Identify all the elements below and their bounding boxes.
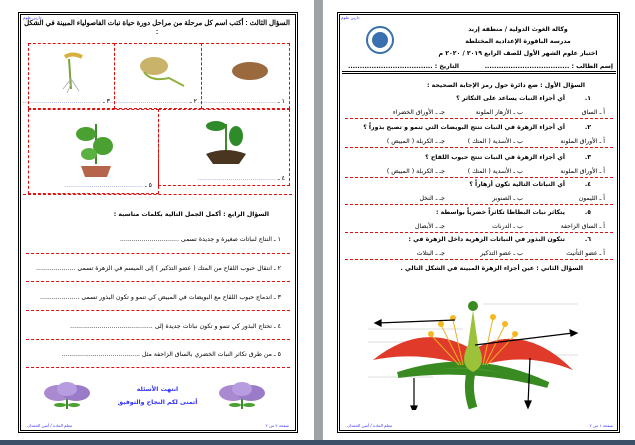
answer-option[interactable]: ب ـ الدرنات [492,223,523,230]
question-number: ٤. [584,181,591,188]
answer-option[interactable]: أ ـ الساق [581,109,605,116]
stage-label-5: ٥ ـ ........................................ [64,182,152,189]
question-text: أي النباتات التالية تكون أزهاراً ؟ [469,181,565,188]
page-1 [323,0,635,440]
answer-option[interactable]: ب ـ الأسدية ( المتك ) [467,168,523,175]
divider [345,118,613,119]
answer-option[interactable]: جـ ـ الكربلة ( المبيض ) [386,168,445,175]
seedling-icon [201,116,251,166]
question-number: ٥. [584,209,591,216]
question-number: ٢. [584,124,591,131]
answer-option[interactable]: ب ـ عضو التذكير [480,250,523,257]
divider [26,253,290,254]
divider [345,147,613,148]
q4-item-3: ٣ ـ اندماج حبوب اللقاح مع البويضات في المبيض كي تنمو و تكون البذور تسمى .................... [40,294,281,301]
divider [345,232,613,233]
stage-label-3: ٣ ـ ........................................ [22,98,110,105]
bean-seed-icon [230,60,270,82]
taskbar [0,440,635,445]
divider [345,204,613,205]
corner-label: دارين علوم [341,15,360,20]
answer-option[interactable]: أ ـ الليمون [578,195,605,202]
question-number: ٦. [584,236,591,243]
answer-option[interactable]: أ ـ الأوراق الملونة [560,168,605,175]
divider [26,339,290,340]
q1-title: السؤال الأول : ضع دائرة حول رمز الإجابة الصحيحة : [427,82,585,89]
question-text: أي أجزاء الزهرة في النبات تنتج حبوب اللقاح ؟ [425,154,565,161]
question-text: أي أجزاء الزهرة في النبات تنتج البويضات التي تنمو و تصبح بذوراً ؟ [363,124,565,131]
stage-label-4: ٤ ـ ........................................ [197,175,285,182]
divider [345,259,613,260]
flower-icon [40,381,94,411]
header-divider [342,71,616,74]
answer-option[interactable]: جـ ـ النخل [419,195,445,202]
divider [26,367,290,368]
divider [345,177,613,178]
header-line-3: اختبار علوم الشهر الأول للصف الرابع ٢٠١٩ / ٢٠٢٠ م [438,50,598,57]
q4-item-5: ٥ ـ من طرق تكاثر النبات الخضري بالساق الزاحفة مثل ........................................ [61,351,281,358]
potted-plant-icon [71,114,121,179]
stage-cell-2 [109,43,202,109]
answer-option[interactable]: جـ ـ البتلات [416,250,445,257]
answer-option[interactable]: ب ـ الصنوبر [492,195,523,202]
stage-cell-4 [158,109,290,186]
end-text: انتهت الأسئلة [136,386,179,393]
page-2 [0,0,314,440]
divider [26,310,290,311]
question-number: ١. [584,95,591,102]
flower-icon [215,381,269,411]
q4-item-2: ٢ ـ انتقال حبوب اللقاح من المتك ( عضو التذكير ) إلى الميسم في الزهرة تسمى .................... [36,265,281,272]
answer-option[interactable]: أ ـ عضو التأنيث [566,250,605,257]
footer-page: صفحة ١ من ٢ [589,423,613,428]
stage-cell-5 [28,109,159,194]
question-text: أي أجزاء النبات يساعد على التكاثر ؟ [456,95,565,102]
q3-title: السؤال الثالث : أكتب اسم كل مرحلة من مراحل دورة حياة نبات الفاصولياء المبينة في الشكل : [24,20,290,36]
student-name-field[interactable]: إسم الطالب : .................................... [484,63,613,70]
question-text: تتكون البذور في النباتات الزهرية داخل الزهرة في : [408,236,565,243]
answer-option[interactable]: جـ ـ الكربلة ( المبيض ) [386,138,445,145]
answer-option[interactable]: ب ـ الأزهار الملونة [475,109,523,116]
q4-item-1: ١ ـ النتاج لنباتات صغيرة و جديدة تسمى .............................. [119,236,281,243]
germinating-seed-icon [129,54,189,89]
question-text: يتكاثر نبات البطاطا تكاثراً خضرياً بواسطة : [436,209,565,216]
q2-title: السؤال الثاني : عين أجزاء الزهرة المبينة في الشكل التالي . [400,265,583,272]
footer-teacher: معلم المادة / أمين الحمدان [27,423,73,428]
flower-diagram [363,290,603,410]
header-line-1: وكالة الغوث الدولية / منطقة إربد [468,26,568,33]
stage-cell-3 [22,43,115,109]
answer-option[interactable]: ب ـ الأسدية ( المتك ) [467,138,523,145]
q4-title: السؤال الرابع : أكمل الجمل التالية بكلمات مناسبة : [113,211,269,218]
question-number: ٣. [584,154,591,161]
answer-option[interactable]: أ ـ الساق الزاحفة [560,223,605,230]
sprout-icon [57,49,97,94]
divider [26,281,290,282]
page-gap [314,0,322,440]
corner-label: دارين علوم [23,15,42,20]
q4-item-4: ٤ ـ تحتاج البذور كي تنمو و تكون نباتات جديدة إلى .......................................... [70,323,281,330]
footer-page: صفحة ٢ من ٢ [265,423,289,428]
stage-cell-1 [197,43,290,109]
wish-text: أتمنى لكم النجاح والتوفيق [117,399,198,406]
divider [23,194,292,195]
answer-option[interactable]: جـ ـ الأبصال [414,223,445,230]
header-line-2: مدرسة الباقورة الإعدادية المختلطة [465,38,571,45]
answer-option[interactable]: أ ـ الأوراق الملونة [560,138,605,145]
stage-label-1: ١ ـ ........................................ [197,98,285,105]
footer-teacher: معلم المادة / أمين الحمدان [347,423,393,428]
unrwa-logo [366,26,394,54]
answer-option[interactable]: جـ ـ الأوراق الخضراء [392,109,445,116]
stage-label-2: ٢ ـ ........................................ [109,98,197,105]
date-field[interactable]: التاريخ : .................................... [348,63,460,70]
